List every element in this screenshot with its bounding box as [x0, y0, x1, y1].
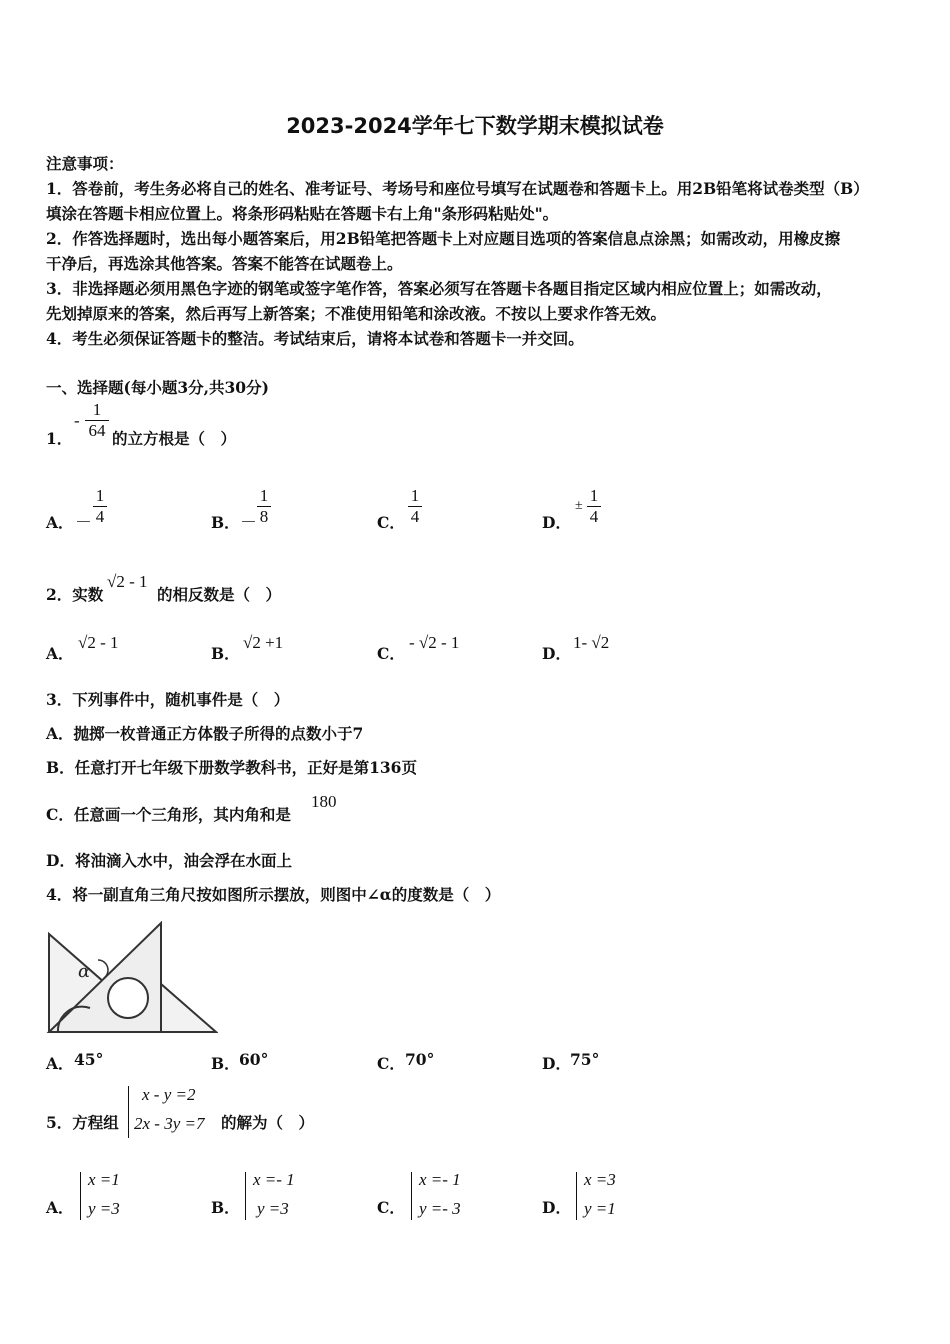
option-label: A．	[46, 513, 74, 532]
fraction	[587, 486, 601, 527]
minus-sign: －	[240, 513, 257, 532]
question-stem: 3．下列事件中，随机事件是（ ）	[46, 690, 290, 709]
solution-line: y =3	[257, 1199, 289, 1218]
question-stem: 5．方程组	[46, 1113, 119, 1132]
triangle-rulers-figure	[46, 920, 218, 1038]
option-label: C．	[377, 513, 405, 532]
minus-sign: －	[75, 513, 92, 532]
solution-line: x =- 1	[419, 1170, 461, 1189]
option-value: 45°	[74, 1050, 104, 1069]
question-text: 的相反数是（ ）	[157, 585, 282, 604]
fraction-numerator: 1	[410, 486, 420, 505]
option-value: 70°	[405, 1050, 435, 1069]
fraction-denominator: 64	[88, 421, 106, 440]
math-expression: 1- √2	[573, 633, 610, 652]
option-c: C．任意画一个三角形，其内角和是	[46, 805, 291, 824]
fraction-numerator: 1	[589, 486, 599, 505]
option-a: A．抛掷一枚普通正方体骰子所得的点数小于7	[46, 724, 364, 743]
system-brace	[245, 1172, 246, 1220]
solution-line: x =1	[88, 1170, 120, 1189]
option-value: 60°	[239, 1050, 269, 1069]
fraction-numerator: 1	[92, 400, 102, 419]
option-d: D．将油滴入水中，油会浮在水面上	[46, 851, 292, 870]
option-label: A．	[46, 1054, 74, 1073]
fraction	[257, 486, 271, 527]
fraction-denominator: 4	[95, 507, 105, 526]
notice-line: 1．答卷前，考生务必将自己的姓名、准考证号、考场号和座位号填写在试题卷和答题卡上。用2B铅笔将试卷类型（B）	[46, 179, 869, 198]
equation-2: 2x - 3y =7	[134, 1114, 205, 1133]
alpha-label: α	[78, 961, 91, 982]
system-brace	[411, 1172, 412, 1220]
plus-minus-sign: ±	[575, 498, 583, 513]
notice-line: 3．非选择题必须用黑色字迹的钢笔或签字笔作答，答案必须写在答题卡各题目指定区域内相应位置上；如需改动，	[46, 279, 832, 298]
notice-line: 填涂在答题卡相应位置上。将条形码粘贴在答题卡右上角"条形码粘贴处"。	[46, 204, 559, 223]
section-heading: 一、选择题(每小题3分,共30分)	[46, 378, 269, 397]
fraction-denominator: 4	[410, 507, 420, 526]
notice-line: 干净后，再选涂其他答案。答案不能答在试题卷上。	[46, 254, 403, 273]
option-label: B．	[211, 1054, 240, 1073]
question-stem: 4．将一副直角三角尺按如图所示摆放，则图中∠α的度数是（ ）	[46, 885, 501, 904]
option-label: D．	[542, 1198, 571, 1217]
option-label: A．	[46, 644, 74, 663]
solution-line: y =1	[584, 1199, 616, 1218]
option-b: B．任意打开七年级下册数学教科书，正好是第136页	[46, 758, 417, 777]
math-expression: √2 - 1	[78, 633, 119, 652]
angle-arc	[98, 960, 108, 978]
option-c-value: 180	[311, 792, 337, 811]
notice-line: 4．考生必须保证答题卡的整洁。考试结束后，请将本试卷和答题卡一并交回。	[46, 329, 584, 348]
system-brace	[80, 1172, 81, 1220]
option-label: B．	[211, 513, 240, 532]
solution-line: y =3	[88, 1199, 120, 1218]
notice-line: 先划掉原来的答案，然后再写上新答案；不准使用铅笔和涂改液。不按以上要求作答无效。	[46, 304, 667, 323]
option-label: D．	[542, 1054, 571, 1073]
solution-line: x =3	[584, 1170, 616, 1189]
option-label: A．	[46, 1198, 74, 1217]
option-label: B．	[211, 1198, 240, 1217]
page-title: 2023-2024学年七下数学期末模拟试卷	[286, 114, 664, 138]
fraction-denominator: 8	[259, 507, 269, 526]
fraction-numerator: 1	[95, 486, 105, 505]
equation-1: x - y =2	[142, 1085, 196, 1104]
option-label: C．	[377, 1054, 405, 1073]
math-expression: √2 - 1	[107, 572, 148, 591]
solution-line: y =- 3	[419, 1199, 461, 1218]
question-text: 的立方根是（ ）	[112, 429, 237, 448]
minus-sign: -	[74, 411, 80, 430]
triangle-tail	[161, 984, 216, 1032]
question-text: 的解为（ ）	[221, 1113, 315, 1132]
fraction-denominator: 4	[589, 507, 599, 526]
option-value: 75°	[570, 1050, 600, 1069]
fraction	[93, 486, 107, 527]
math-expression: - √2 - 1	[409, 633, 460, 652]
option-label: D．	[542, 644, 571, 663]
question-stem: 2．实数	[46, 585, 104, 604]
question-number: 1．	[46, 429, 73, 448]
triangle-hole	[108, 978, 148, 1018]
notice-heading: 注意事项：	[46, 154, 124, 173]
option-label: D．	[542, 513, 571, 532]
option-label: C．	[377, 644, 405, 663]
fraction	[408, 486, 422, 527]
system-brace	[128, 1086, 129, 1138]
option-label: B．	[211, 644, 240, 663]
option-label: C．	[377, 1198, 405, 1217]
math-expression: √2 +1	[243, 633, 284, 652]
system-brace	[576, 1172, 577, 1220]
solution-line: x =- 1	[253, 1170, 295, 1189]
notice-line: 2．作答选择题时，选出每小题答案后，用2B铅笔把答题卡上对应题目选项的答案信息点涂黑；如需改动，用橡皮擦	[46, 229, 841, 248]
fraction	[85, 400, 109, 441]
fraction-numerator: 1	[259, 486, 269, 505]
